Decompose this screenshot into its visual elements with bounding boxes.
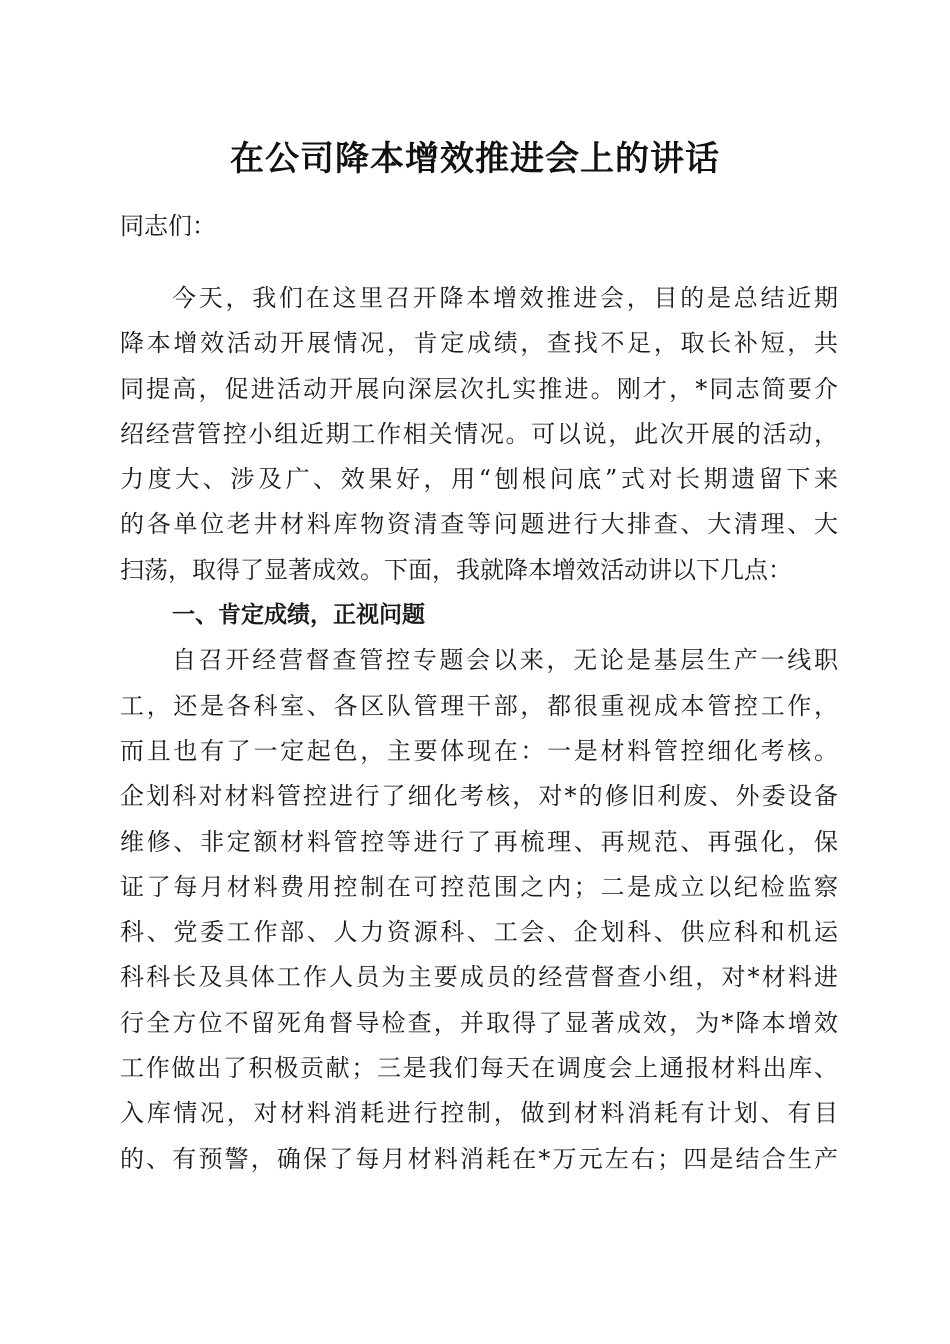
paragraph-line: 绍经营管控小组近期工作相关情况。可以说，此次开展的活动， — [120, 419, 838, 448]
paragraph-line: 而且也有了一定起色，主要体现在：一是材料管控细化考核。 — [120, 736, 838, 765]
salutation: 同志们： — [120, 212, 216, 240]
paragraph-line: 企划科对材料管控进行了细化考核，对*的修旧利废、外委设备 — [120, 782, 838, 811]
paragraph-line: 同提高，促进活动开展向深层次扎实推进。刚才，*同志简要介 — [120, 374, 838, 403]
paragraph-line: 降本增效活动开展情况，肯定成绩，查找不足，取长补短，共 — [120, 329, 838, 358]
paragraph-line: 工作做出了积极贡献；三是我们每天在调度会上通报材料出库、 — [120, 1054, 838, 1083]
document-title: 在公司降本增效推进会上的讲话 — [230, 139, 720, 179]
paragraph-line: 自召开经营督查管控专题会以来，无论是基层生产一线职 — [172, 646, 838, 675]
paragraph-line: 入库情况，对材料消耗进行控制，做到材料消耗有计划、有目 — [120, 1099, 838, 1128]
paragraph-line: 今天，我们在这里召开降本增效推进会，目的是总结近期 — [172, 284, 838, 312]
paragraph-line: 科、党委工作部、人力资源科、工会、企划科、供应科和机运 — [120, 918, 838, 947]
paragraph-line: 行全方位不留死角督导检查，并取得了显著成效，为*降本增效 — [120, 1008, 838, 1037]
section-heading: 一、肯定成绩，正视问题 — [172, 602, 425, 629]
paragraph-line: 证了每月材料费用控制在可控范围之内；二是成立以纪检监察 — [120, 872, 838, 901]
paragraph-line: 科科长及具体工作人员为主要成员的经营督查小组，对*材料进 — [120, 963, 838, 992]
paragraph-line: 工，还是各科室、各区队管理干部，都很重视成本管控工作， — [120, 691, 838, 720]
paragraph-1 — [120, 276, 838, 1182]
paragraph-line: 力度大、涉及广、效果好，用“刨根问底”式对长期遗留下来 — [120, 465, 838, 494]
paragraph-line: 维修、非定额材料管控等进行了再梳理、再规范、再强化，保 — [120, 827, 838, 856]
paragraph-line: 的、有预警，确保了每月材料消耗在*万元左右；四是结合生产 — [120, 1144, 838, 1173]
paragraph-line: 的各单位老井材料库物资清查等问题进行大排查、大清理、大 — [120, 510, 838, 539]
paragraph-line: 扫荡，取得了显著成效。下面，我就降本增效活动讲以下几点： — [120, 555, 792, 584]
